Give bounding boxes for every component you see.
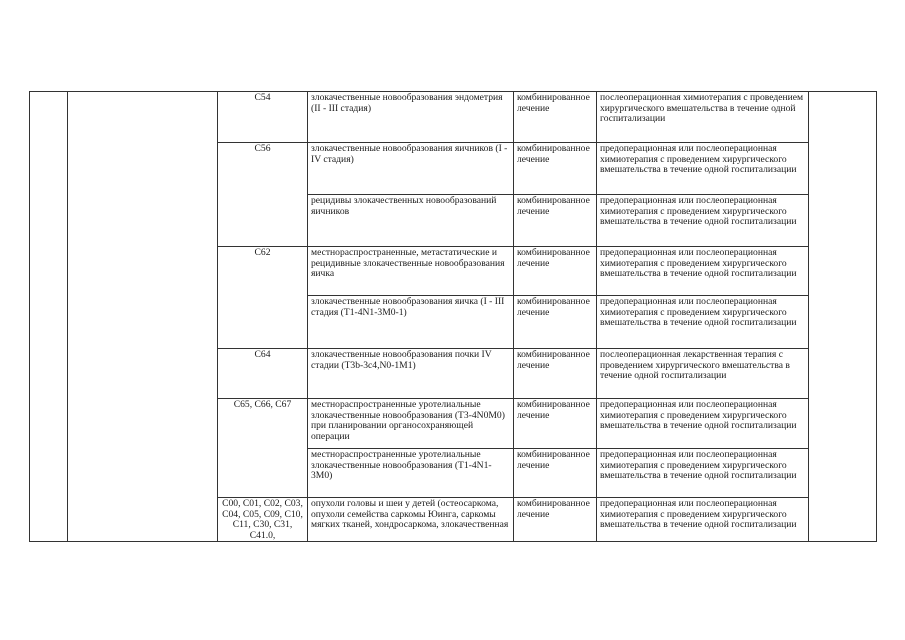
- treatment-cell: комбинированное лечение: [514, 195, 597, 247]
- diagnosis-cell: местнораспространенные, метастатические и рецидивные злокачественные новообразования яичка: [308, 247, 514, 296]
- method-cell: послеоперационная химиотерапия с проведением хирургического вмешательства в течение одной госпитализации: [597, 92, 809, 143]
- diagnosis-cell: местнораспространенные уротелиальные злокачественные новообразования (T1-4N1-3M0): [308, 449, 514, 498]
- icd-code-cell: C62: [218, 247, 308, 349]
- table-row: [30, 92, 877, 143]
- empty-profile-cell: [68, 92, 218, 542]
- method-cell: предоперационная или послеоперационная химиотерапия с проведением хирургического вмешательства в течение одной госпитализации: [597, 143, 809, 195]
- diagnosis-cell: опухоли головы и шеи у детей (остеосаркома, опухоли семейства саркомы Юинга, саркомы мягких тканей, хондросаркома, злокачественная: [308, 498, 514, 542]
- icd-code-cell: C54: [218, 92, 308, 143]
- diagnosis-cell: злокачественные новообразования яичников (I - IV стадия): [308, 143, 514, 195]
- diagnosis-cell: злокачественные новообразования яичка (I - III стадия (T1-4N1-3M0-1): [308, 296, 514, 349]
- icd-code-cell: C65, C66, C67: [218, 399, 308, 498]
- treatment-cell: комбинированное лечение: [514, 92, 597, 143]
- diagnosis-cell: злокачественные новообразования эндометрия (II - III стадия): [308, 92, 514, 143]
- method-cell: предоперационная или послеоперационная химиотерапия с проведением хирургического вмешательства в течение одной госпитализации: [597, 247, 809, 296]
- empty-number-cell: [30, 92, 68, 542]
- treatment-cell: комбинированное лечение: [514, 247, 597, 296]
- treatment-cell: комбинированное лечение: [514, 498, 597, 542]
- treatment-cell: комбинированное лечение: [514, 143, 597, 195]
- method-cell: предоперационная или послеоперационная химиотерапия с проведением хирургического вмешательства в течение одной госпитализации: [597, 399, 809, 449]
- method-cell: предоперационная или послеоперационная химиотерапия с проведением хирургического вмешательства в течение одной госпитализации: [597, 449, 809, 498]
- method-cell: предоперационная или послеоперационная химиотерапия с проведением хирургического вмешательства в течение одной госпитализации: [597, 296, 809, 349]
- method-cell: послеоперационная лекарственная терапия с проведением хирургического вмешательства в течение одной госпитализации: [597, 349, 809, 399]
- method-cell: предоперационная или послеоперационная химиотерапия с проведением хирургического вмешательства в течение одной госпитализации: [597, 498, 809, 542]
- diagnosis-cell: рецидивы злокачественных новообразований яичников: [308, 195, 514, 247]
- treatment-cell: комбинированное лечение: [514, 449, 597, 498]
- diagnosis-cell: злокачественные новообразования почки IV стадии (T3b-3c4,N0-1M1): [308, 349, 514, 399]
- empty-norm-cell: [809, 92, 877, 542]
- icd-code-cell: C56: [218, 143, 308, 247]
- method-cell: предоперационная или послеоперационная химиотерапия с проведением хирургического вмешательства в течение одной госпитализации: [597, 195, 809, 247]
- treatment-cell: комбинированное лечение: [514, 349, 597, 399]
- treatment-cell: комбинированное лечение: [514, 399, 597, 449]
- icd-code-cell: C64: [218, 349, 308, 399]
- diagnosis-cell: местнораспространенные уротелиальные злокачественные новообразования (T3-4N0M0) при планировании органосохраняющей операции: [308, 399, 514, 449]
- icd-code-cell: C00, C01, C02, C03, C04, C05, C09, C10, C11, C30, C31, C41.0,: [218, 498, 308, 542]
- treatment-table: [29, 91, 877, 542]
- treatment-cell: комбинированное лечение: [514, 296, 597, 349]
